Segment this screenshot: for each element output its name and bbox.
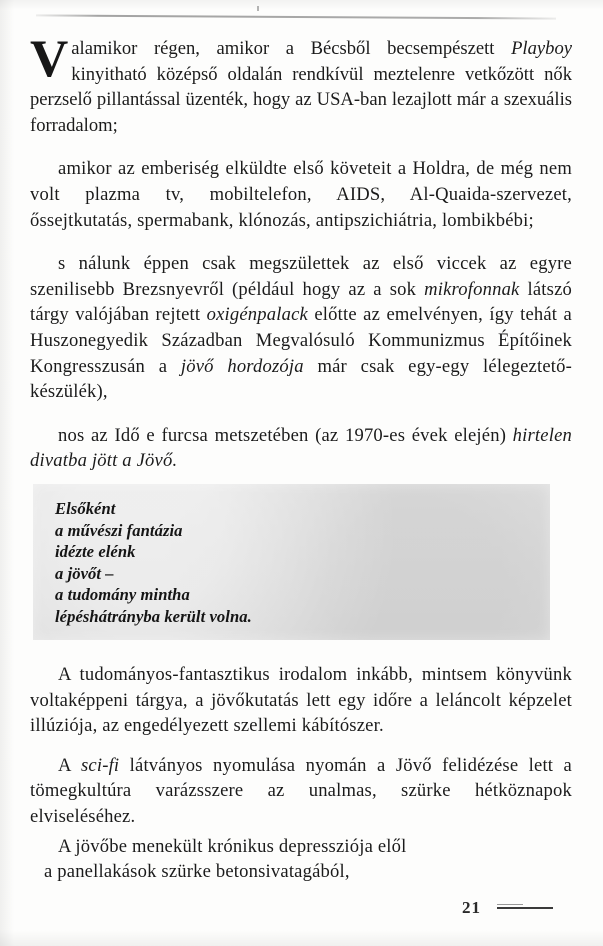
paragraph-3-run-3: előtte az emelvényen, így tehát a Huszonegyedik Században Megvalósuló Kommunizmus Építőinek Kongresszusán a bbox=[30, 304, 572, 377]
paragraph-3-run-4: már csak egy-egy lélegeztető-készülék), bbox=[30, 355, 572, 403]
paragraph-2: amikor az emberiség elküldte első követeit a Holdra, de még nem volt plazma tv, mobiltelefon, AIDS, Al-Quaida-szervezet, őssejtkutatás, spermabank, klónozás, antipszichiátria, lombikbébi; bbox=[30, 158, 572, 231]
scan-shadow-left bbox=[0, 0, 14, 946]
paragraph-gap bbox=[30, 233, 572, 251]
paragraph-1 bbox=[30, 30, 572, 138]
paragraph-7-line-1: A jövőbe menekült krónikus depressziója elől bbox=[58, 835, 407, 857]
paragraph-4-run-1: nos az Idő e furcsa metszetében (az 1970-es évek elején) bbox=[58, 424, 513, 446]
paragraph-gap bbox=[30, 138, 572, 156]
paragraph-6-italic-scifi: sci-fi bbox=[80, 754, 120, 776]
paragraph-4 bbox=[30, 423, 572, 474]
quote-line-6: lépéshátrányba került volna. bbox=[55, 606, 252, 626]
body-text-lower bbox=[30, 662, 572, 885]
paragraph-1-run-1: alamikor régen, amikor a Bécsből becsempészett bbox=[71, 38, 512, 59]
paragraph-3-italic-jovo-hordozoja: jövő hordozója bbox=[180, 355, 304, 377]
paragraph-3-run-2: látszó tárgy valójában rejtett bbox=[30, 278, 572, 326]
paragraph-1-run-2: kinyitható középső oldalán rendkívül meztelenre vetkőzött nők perzselő pillantással üzenték, hogy az USA-ban lezajlott már a szexuális forradalom; bbox=[30, 63, 572, 136]
scan-shadow-bottom bbox=[0, 930, 603, 946]
footer-rule-secondary bbox=[497, 904, 523, 905]
quote-line-4: a jövőt – bbox=[55, 563, 114, 583]
quote-line-2: a művészi fantázia bbox=[55, 520, 183, 540]
paragraph-gap bbox=[30, 405, 572, 423]
quote-line-3: idézte elénk bbox=[55, 542, 136, 562]
paragraph-5: A tudományos-fantasztikus irodalom inkább, mintsem könyvünk voltaképpeni tárgya, a jövőkutatás lett egy időre a leláncolt képzelet illúziója, az engedélyezett szellemi kábítószer. bbox=[30, 664, 572, 737]
highlighted-quote-box bbox=[33, 484, 550, 640]
quote-line-1: Elsőként bbox=[55, 499, 116, 518]
paragraph-gap bbox=[30, 739, 572, 753]
page-footer bbox=[0, 898, 603, 928]
scan-artifact-rule bbox=[36, 14, 556, 19]
paragraph-3-run-1: s nálunk éppen csak megszülettek az első viccek az egyre szenilisebb Brezsnyevről (például hogy az a sok bbox=[30, 253, 572, 300]
page-number: 21 bbox=[462, 898, 482, 917]
body-text-upper bbox=[30, 30, 572, 474]
footer-rule bbox=[497, 907, 553, 909]
paragraph-4-italic-closing: hirtelen divatba jött a Jövő. bbox=[30, 424, 572, 472]
quote-box-text bbox=[55, 498, 515, 628]
quote-line-5: a tudomány mintha bbox=[55, 585, 190, 605]
paragraph-6-run-2: látványos nyomulása nyomán a Jövő felidézése lett a tömegkultúra varázsszere az unalmas, szürke hétköznapok elviseléséhez. bbox=[30, 754, 572, 827]
paragraph-3 bbox=[30, 251, 572, 405]
paragraph-3-italic-oxigenpalack: oxigénpalack bbox=[206, 304, 308, 326]
drop-cap-letter: V bbox=[30, 30, 69, 88]
scan-shadow-top bbox=[0, 0, 603, 10]
paragraph-1-italic-playboy: Playboy bbox=[511, 38, 572, 59]
paragraph-6 bbox=[30, 753, 572, 830]
scan-artifact-speck bbox=[257, 6, 259, 11]
paragraph-6-run-1: A bbox=[58, 754, 81, 776]
paragraph-3-italic-mikrofonnak: mikrofonnak bbox=[424, 278, 520, 300]
paragraph-7-line-2: a panellakások szürke betonsivatagából, bbox=[44, 861, 350, 883]
